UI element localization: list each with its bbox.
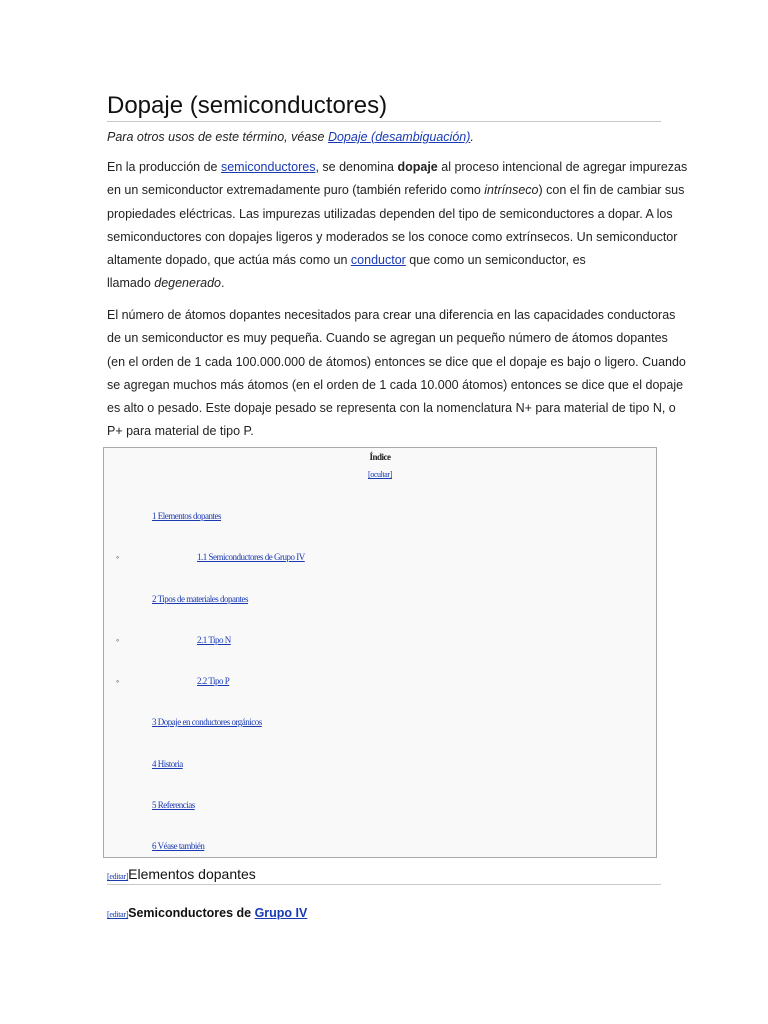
text-segment: , se denomina bbox=[315, 160, 398, 174]
text-line bbox=[107, 156, 688, 179]
bold-term: dopaje bbox=[397, 160, 438, 174]
text-line: se agregan muchos más átomos (en el orden de 1 cada 10.000 átomos) entonces se dice que el dopaje bbox=[107, 377, 684, 392]
list-bullet: ◦ bbox=[116, 676, 120, 686]
italic-term: degenerado bbox=[154, 276, 221, 291]
conductor-link[interactable]: conductor bbox=[350, 253, 406, 268]
text-segment: al proceso intencional de agregar impurezas bbox=[437, 160, 688, 174]
text-line: propiedades eléctricas. Las impurezas utilizadas dependen del tipo de semiconductores a dopar. A los bbox=[107, 206, 673, 221]
hatnote-text: Para otros usos de este término, véase bbox=[107, 130, 328, 144]
text-segment: en un semiconductor extremadamente puro (también referido como bbox=[107, 183, 485, 198]
italic-term: intrínseco bbox=[484, 183, 539, 198]
text-segment: altamente dopado, que actúa más como un bbox=[107, 253, 351, 268]
section-heading-elementos bbox=[107, 866, 661, 885]
table-of-contents bbox=[103, 447, 657, 858]
toc-item-tipos-materiales[interactable]: 2 Tipos de materiales dopantes bbox=[152, 594, 248, 604]
text-line bbox=[107, 179, 685, 202]
toc-item-historia[interactable]: 4 Historia bbox=[152, 759, 183, 769]
second-paragraph bbox=[107, 304, 686, 444]
toc-item-tipo-p[interactable]: 2.2 Tipo P bbox=[197, 676, 230, 686]
hatnote bbox=[107, 130, 474, 144]
list-bullet: ◦ bbox=[116, 635, 120, 645]
toc-item-tipo-n[interactable]: 2.1 Tipo N bbox=[197, 635, 231, 645]
text-segment: ) con el fin de cambiar sus bbox=[538, 183, 685, 198]
toc-item-organicos[interactable]: 3 Dopaje en conductores orgánicos bbox=[152, 717, 262, 727]
page-title: Dopaje (semiconductores) bbox=[107, 92, 661, 122]
subsection-title-text: Semiconductores de bbox=[128, 906, 255, 920]
text-line: de un semiconductor es muy pequeña. Cuando se agregan un pequeño número de átomos dopantes bbox=[107, 331, 668, 346]
toc-item-grupo-iv[interactable]: 1.1 Semiconductores de Grupo IV bbox=[197, 552, 305, 562]
text-line: (en el orden de 1 cada 100.000.000 de átomos) entonces se dice que el dopaje es bajo o ligero. Cuando bbox=[107, 354, 686, 369]
toc-title: Índice bbox=[369, 452, 391, 462]
toc-hide-container bbox=[104, 470, 656, 479]
text-line: semiconductores con dopajes ligeros y moderados se los conoce como extrínsecos. Un semiconductor bbox=[107, 229, 678, 244]
grupo-iv-link[interactable]: Grupo IV bbox=[254, 906, 308, 920]
edit-link[interactable]: [editar] bbox=[107, 910, 129, 919]
section-title: Elementos dopantes bbox=[128, 866, 256, 882]
text-segment: llamado bbox=[107, 276, 155, 291]
subsection-title bbox=[128, 906, 307, 920]
text-line bbox=[107, 249, 661, 272]
disambiguation-link[interactable]: Dopaje (desambiguación) bbox=[327, 130, 471, 144]
edit-link[interactable]: [editar] bbox=[107, 872, 129, 881]
semiconductores-link[interactable]: semiconductores bbox=[220, 160, 316, 174]
toc-item-referencias[interactable]: 5 Referencias bbox=[152, 800, 195, 810]
toc-item-vease-tambien[interactable]: 6 Véase también bbox=[152, 841, 205, 851]
text-line: es alto o pesado. Este dopaje pesado se representa con la nomenclatura N+ para material de tipo N, o bbox=[107, 401, 676, 416]
text-line bbox=[107, 272, 661, 295]
toc-hide-link[interactable]: [ocultar] bbox=[368, 470, 392, 479]
hatnote-end: . bbox=[470, 130, 474, 144]
toc-item-elementos-dopantes[interactable]: 1 Elementos dopantes bbox=[152, 511, 221, 521]
list-bullet: ◦ bbox=[116, 552, 120, 562]
text-line: P+ para material de tipo P. bbox=[107, 424, 254, 439]
text-segment: que como un semiconductor, es bbox=[405, 253, 586, 268]
text-segment: En la producción de bbox=[107, 160, 221, 174]
text-line: El número de átomos dopantes necesitados para crear una diferencia en las capacidades conductoras bbox=[107, 308, 676, 322]
text-segment: . bbox=[220, 276, 225, 291]
subsection-heading-grupo-iv bbox=[107, 904, 661, 922]
intro-paragraph bbox=[107, 156, 688, 296]
